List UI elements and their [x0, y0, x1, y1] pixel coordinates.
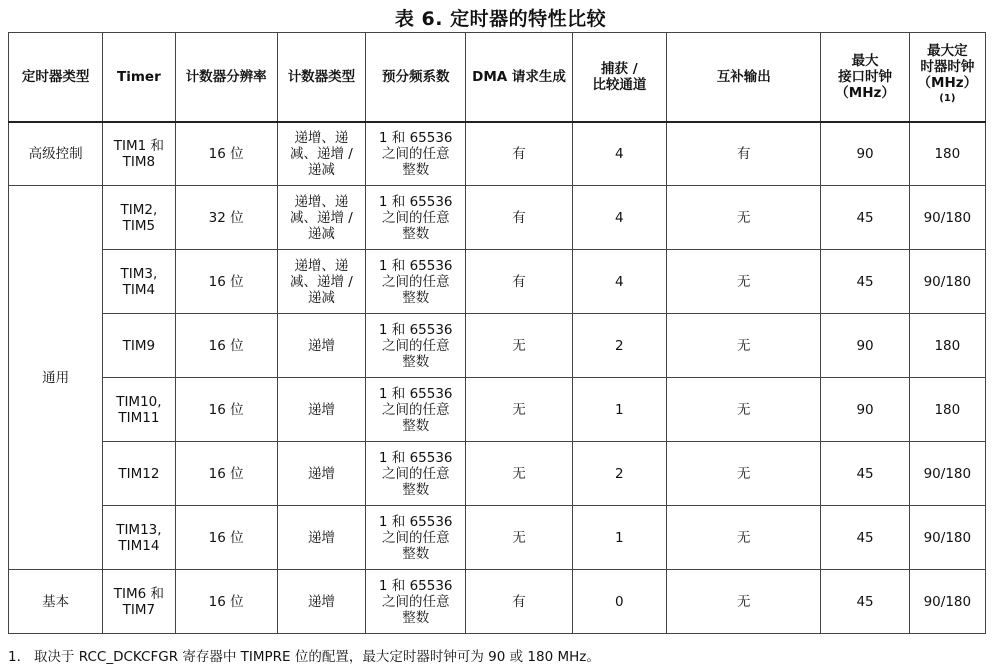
dma-cell: 有 [466, 122, 572, 186]
header-capture-compare: 捕获 / 比较通道 [572, 33, 666, 122]
header-timer-type: 定时器类型 [9, 33, 103, 122]
table-row [9, 570, 986, 634]
resolution-cell: 16 位 [175, 314, 277, 378]
timer-cell: TIM2, TIM5 [103, 186, 175, 250]
table-row [9, 314, 986, 378]
header-max-interface-clock: 最大 接口时钟 （MHz） [821, 33, 909, 122]
prescaler-cell: 1 和 65536 之间的任意 整数 [366, 442, 466, 506]
table-row [9, 442, 986, 506]
timer-clock-cell: 180 [909, 378, 985, 442]
table-row [9, 122, 986, 186]
complementary-cell: 有 [666, 122, 820, 186]
timer-cell: TIM6 和 TIM7 [103, 570, 175, 634]
timer-clock-cell: 180 [909, 122, 985, 186]
counter-type-cell: 递增、递 减、递增 / 递减 [277, 122, 365, 186]
timer-clock-cell: 180 [909, 314, 985, 378]
footnote-number: 1. [8, 649, 21, 665]
interface-clock-cell: 45 [821, 506, 909, 570]
channels-cell: 4 [572, 250, 666, 314]
timer-clock-cell: 90/180 [909, 186, 985, 250]
interface-clock-cell: 90 [821, 378, 909, 442]
counter-type-cell: 递增 [277, 314, 365, 378]
header-row [9, 33, 986, 122]
header-counter-resolution: 计数器分辨率 [175, 33, 277, 122]
channels-cell: 0 [572, 570, 666, 634]
table-row [9, 378, 986, 442]
table-title: 表 6. 定时器的特性比较 [394, 8, 607, 30]
header-timer: Timer [103, 33, 175, 122]
complementary-cell: 无 [666, 314, 820, 378]
prescaler-cell: 1 和 65536 之间的任意 整数 [366, 570, 466, 634]
prescaler-cell: 1 和 65536 之间的任意 整数 [366, 122, 466, 186]
footnote-text: 取决于 RCC_DCKCFGR 寄存器中 TIMPRE 位的配置，最大定时器时钟可为 90 或 180 MHz。 [34, 649, 600, 665]
timer-type-cell: 基本 [9, 570, 103, 634]
interface-clock-cell: 90 [821, 122, 909, 186]
complementary-cell: 无 [666, 186, 820, 250]
interface-clock-cell: 45 [821, 186, 909, 250]
dma-cell: 无 [466, 378, 572, 442]
resolution-cell: 16 位 [175, 250, 277, 314]
interface-clock-cell: 45 [821, 442, 909, 506]
prescaler-cell: 1 和 65536 之间的任意 整数 [366, 186, 466, 250]
counter-type-cell: 递增 [277, 442, 365, 506]
prescaler-cell: 1 和 65536 之间的任意 整数 [366, 506, 466, 570]
channels-cell: 1 [572, 506, 666, 570]
timer-type-cell: 通用 [9, 186, 103, 570]
timer-cell: TIM1 和 TIM8 [103, 122, 175, 186]
channels-cell: 4 [572, 186, 666, 250]
channels-cell: 1 [572, 378, 666, 442]
timer-clock-cell: 90/180 [909, 570, 985, 634]
interface-clock-cell: 90 [821, 314, 909, 378]
interface-clock-cell: 45 [821, 250, 909, 314]
prescaler-cell: 1 和 65536 之间的任意 整数 [366, 378, 466, 442]
resolution-cell: 16 位 [175, 506, 277, 570]
header-prescaler: 预分频系数 [366, 33, 466, 122]
counter-type-cell: 递增 [277, 506, 365, 570]
timer-cell: TIM9 [103, 314, 175, 378]
dma-cell: 有 [466, 250, 572, 314]
prescaler-cell: 1 和 65536 之间的任意 整数 [366, 314, 466, 378]
dma-cell: 有 [466, 186, 572, 250]
dma-cell: 有 [466, 570, 572, 634]
channels-cell: 4 [572, 122, 666, 186]
timer-clock-cell: 90/180 [909, 442, 985, 506]
footnote-ref: (1) [939, 93, 956, 104]
channels-cell: 2 [572, 442, 666, 506]
header-dma: DMA 请求生成 [466, 33, 572, 122]
table-row [9, 186, 986, 250]
table-row [9, 250, 986, 314]
complementary-cell: 无 [666, 378, 820, 442]
complementary-cell: 无 [666, 506, 820, 570]
resolution-cell: 16 位 [175, 570, 277, 634]
header-max-timer-clock-label: 最大定 时器时钟 （MHz） [917, 43, 978, 91]
timer-cell: TIM3, TIM4 [103, 250, 175, 314]
timer-cell: TIM13, TIM14 [103, 506, 175, 570]
footnote [8, 645, 600, 665]
counter-type-cell: 递增 [277, 570, 365, 634]
resolution-cell: 32 位 [175, 186, 277, 250]
resolution-cell: 16 位 [175, 122, 277, 186]
channels-cell: 2 [572, 314, 666, 378]
timer-cell: TIM10, TIM11 [103, 378, 175, 442]
header-max-timer-clock [909, 33, 985, 122]
header-counter-type: 计数器类型 [277, 33, 365, 122]
complementary-cell: 无 [666, 250, 820, 314]
timer-comparison-table [8, 32, 986, 634]
counter-type-cell: 递增 [277, 378, 365, 442]
timer-clock-cell: 90/180 [909, 506, 985, 570]
counter-type-cell: 递增、递 减、递增 / 递减 [277, 250, 365, 314]
complementary-cell: 无 [666, 442, 820, 506]
dma-cell: 无 [466, 442, 572, 506]
table-row [9, 506, 986, 570]
counter-type-cell: 递增、递 减、递增 / 递减 [277, 186, 365, 250]
resolution-cell: 16 位 [175, 378, 277, 442]
dma-cell: 无 [466, 314, 572, 378]
timer-type-cell: 高级控制 [9, 122, 103, 186]
interface-clock-cell: 45 [821, 570, 909, 634]
resolution-cell: 16 位 [175, 442, 277, 506]
timer-cell: TIM12 [103, 442, 175, 506]
prescaler-cell: 1 和 65536 之间的任意 整数 [366, 250, 466, 314]
header-complementary-output: 互补输出 [666, 33, 820, 122]
dma-cell: 无 [466, 506, 572, 570]
complementary-cell: 无 [666, 570, 820, 634]
timer-clock-cell: 90/180 [909, 250, 985, 314]
